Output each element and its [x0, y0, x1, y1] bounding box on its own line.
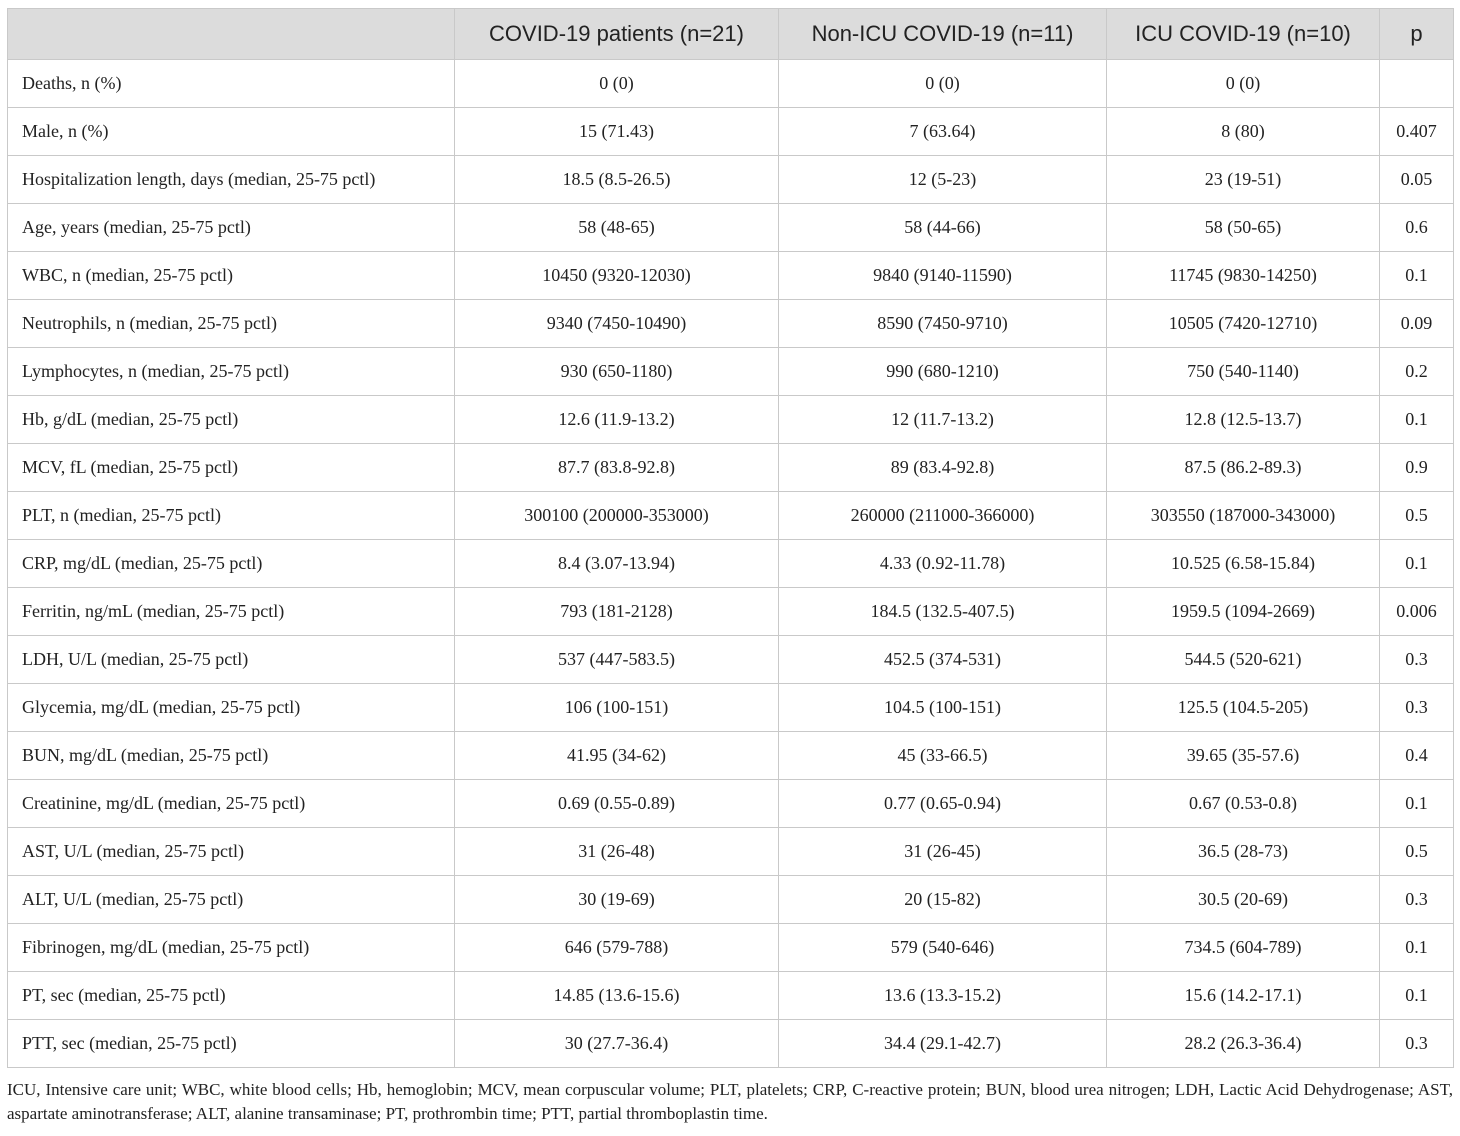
table-row	[8, 684, 1454, 732]
value-cell: 28.2 (26.3-36.4)	[1107, 1020, 1380, 1068]
value-cell: 34.4 (29.1-42.7)	[779, 1020, 1107, 1068]
value-cell: 0 (0)	[1107, 60, 1380, 108]
value-cell: 13.6 (13.3-15.2)	[779, 972, 1107, 1020]
row-label-cell: ALT, U/L (median, 25-75 pctl)	[8, 876, 455, 924]
value-cell: 10505 (7420-12710)	[1107, 300, 1380, 348]
data-table	[7, 8, 1454, 1068]
table-container	[7, 8, 1453, 1068]
p-value-cell: 0.3	[1380, 876, 1454, 924]
table-body	[8, 60, 1454, 1068]
value-cell: 4.33 (0.92-11.78)	[779, 540, 1107, 588]
value-cell: 9840 (9140-11590)	[779, 252, 1107, 300]
table-row	[8, 156, 1454, 204]
value-cell: 184.5 (132.5-407.5)	[779, 588, 1107, 636]
row-label-cell: LDH, U/L (median, 25-75 pctl)	[8, 636, 455, 684]
header-cell-non-icu: Non-ICU COVID-19 (n=11)	[779, 9, 1107, 60]
p-value-cell: 0.2	[1380, 348, 1454, 396]
row-label-cell: PLT, n (median, 25-75 pctl)	[8, 492, 455, 540]
value-cell: 0.67 (0.53-0.8)	[1107, 780, 1380, 828]
value-cell: 8 (80)	[1107, 108, 1380, 156]
p-value-cell: 0.006	[1380, 588, 1454, 636]
p-value-cell: 0.5	[1380, 828, 1454, 876]
value-cell: 12.8 (12.5-13.7)	[1107, 396, 1380, 444]
value-cell: 104.5 (100-151)	[779, 684, 1107, 732]
value-cell: 537 (447-583.5)	[455, 636, 779, 684]
value-cell: 45 (33-66.5)	[779, 732, 1107, 780]
p-value-cell: 0.1	[1380, 924, 1454, 972]
value-cell: 260000 (211000-366000)	[779, 492, 1107, 540]
row-label-cell: Creatinine, mg/dL (median, 25-75 pctl)	[8, 780, 455, 828]
value-cell: 10450 (9320-12030)	[455, 252, 779, 300]
table-row	[8, 492, 1454, 540]
row-label-cell: Ferritin, ng/mL (median, 25-75 pctl)	[8, 588, 455, 636]
value-cell: 0.69 (0.55-0.89)	[455, 780, 779, 828]
table-row	[8, 588, 1454, 636]
value-cell: 303550 (187000-343000)	[1107, 492, 1380, 540]
table-row	[8, 60, 1454, 108]
value-cell: 12 (11.7-13.2)	[779, 396, 1107, 444]
row-label-cell: Hospitalization length, days (median, 25-75 pctl)	[8, 156, 455, 204]
table-row	[8, 780, 1454, 828]
row-label-cell: Hb, g/dL (median, 25-75 pctl)	[8, 396, 455, 444]
table-row	[8, 732, 1454, 780]
p-value-cell: 0.3	[1380, 684, 1454, 732]
value-cell: 0 (0)	[455, 60, 779, 108]
header-cell-p: p	[1380, 9, 1454, 60]
value-cell: 12.6 (11.9-13.2)	[455, 396, 779, 444]
value-cell: 23 (19-51)	[1107, 156, 1380, 204]
row-label-cell: AST, U/L (median, 25-75 pctl)	[8, 828, 455, 876]
value-cell: 15.6 (14.2-17.1)	[1107, 972, 1380, 1020]
value-cell: 41.95 (34-62)	[455, 732, 779, 780]
table-row	[8, 540, 1454, 588]
p-value-cell: 0.1	[1380, 396, 1454, 444]
value-cell: 990 (680-1210)	[779, 348, 1107, 396]
value-cell: 36.5 (28-73)	[1107, 828, 1380, 876]
table-row	[8, 108, 1454, 156]
row-label-cell: MCV, fL (median, 25-75 pctl)	[8, 444, 455, 492]
table-row	[8, 396, 1454, 444]
value-cell: 8590 (7450-9710)	[779, 300, 1107, 348]
table-row	[8, 300, 1454, 348]
row-label-cell: WBC, n (median, 25-75 pctl)	[8, 252, 455, 300]
value-cell: 734.5 (604-789)	[1107, 924, 1380, 972]
header-cell-icu: ICU COVID-19 (n=10)	[1107, 9, 1380, 60]
p-value-cell: 0.9	[1380, 444, 1454, 492]
value-cell: 87.5 (86.2-89.3)	[1107, 444, 1380, 492]
p-value-cell: 0.1	[1380, 780, 1454, 828]
value-cell: 8.4 (3.07-13.94)	[455, 540, 779, 588]
header-cell-all-patients: COVID-19 patients (n=21)	[455, 9, 779, 60]
row-label-cell: Glycemia, mg/dL (median, 25-75 pctl)	[8, 684, 455, 732]
value-cell: 106 (100-151)	[455, 684, 779, 732]
value-cell: 544.5 (520-621)	[1107, 636, 1380, 684]
value-cell: 30 (19-69)	[455, 876, 779, 924]
value-cell: 452.5 (374-531)	[779, 636, 1107, 684]
value-cell: 12 (5-23)	[779, 156, 1107, 204]
p-value-cell: 0.5	[1380, 492, 1454, 540]
p-value-cell: 0.09	[1380, 300, 1454, 348]
p-value-cell: 0.3	[1380, 636, 1454, 684]
value-cell: 125.5 (104.5-205)	[1107, 684, 1380, 732]
value-cell: 793 (181-2128)	[455, 588, 779, 636]
table-row	[8, 828, 1454, 876]
row-label-cell: Fibrinogen, mg/dL (median, 25-75 pctl)	[8, 924, 455, 972]
value-cell: 750 (540-1140)	[1107, 348, 1380, 396]
header-cell-label	[8, 9, 455, 60]
table-footnote: ICU, Intensive care unit; WBC, white blood cells; Hb, hemoglobin; MCV, mean corpuscular volume; PLT, platelets; CRP, C-reactive protein; BUN, blood urea nitrogen; LDH, Lactic Acid Dehydrogenase; AST, aspartate aminotransferase; ALT, alanine transaminase; PT, prothrombin time; PTT, partial thromboplastin time.	[7, 1080, 1453, 1123]
table-row	[8, 972, 1454, 1020]
table-row	[8, 444, 1454, 492]
value-cell: 10.525 (6.58-15.84)	[1107, 540, 1380, 588]
value-cell: 300100 (200000-353000)	[455, 492, 779, 540]
table-row	[8, 1020, 1454, 1068]
value-cell: 930 (650-1180)	[455, 348, 779, 396]
row-label-cell: PT, sec (median, 25-75 pctl)	[8, 972, 455, 1020]
value-cell: 579 (540-646)	[779, 924, 1107, 972]
value-cell: 39.65 (35-57.6)	[1107, 732, 1380, 780]
row-label-cell: Neutrophils, n (median, 25-75 pctl)	[8, 300, 455, 348]
value-cell: 87.7 (83.8-92.8)	[455, 444, 779, 492]
p-value-cell: 0.1	[1380, 540, 1454, 588]
row-label-cell: PTT, sec (median, 25-75 pctl)	[8, 1020, 455, 1068]
value-cell: 58 (48-65)	[455, 204, 779, 252]
value-cell: 31 (26-48)	[455, 828, 779, 876]
value-cell: 58 (44-66)	[779, 204, 1107, 252]
p-value-cell: 0.1	[1380, 972, 1454, 1020]
value-cell: 14.85 (13.6-15.6)	[455, 972, 779, 1020]
p-value-cell: 0.05	[1380, 156, 1454, 204]
row-label-cell: BUN, mg/dL (median, 25-75 pctl)	[8, 732, 455, 780]
row-label-cell: Lymphocytes, n (median, 25-75 pctl)	[8, 348, 455, 396]
p-value-cell: 0.4	[1380, 732, 1454, 780]
table-row	[8, 252, 1454, 300]
value-cell: 18.5 (8.5-26.5)	[455, 156, 779, 204]
p-value-cell	[1380, 60, 1454, 108]
table-row	[8, 876, 1454, 924]
p-value-cell: 0.6	[1380, 204, 1454, 252]
value-cell: 15 (71.43)	[455, 108, 779, 156]
value-cell: 89 (83.4-92.8)	[779, 444, 1107, 492]
value-cell: 9340 (7450-10490)	[455, 300, 779, 348]
value-cell: 11745 (9830-14250)	[1107, 252, 1380, 300]
table-row	[8, 636, 1454, 684]
header-row	[8, 9, 1454, 60]
value-cell: 30 (27.7-36.4)	[455, 1020, 779, 1068]
table-row	[8, 348, 1454, 396]
value-cell: 30.5 (20-69)	[1107, 876, 1380, 924]
value-cell: 0.77 (0.65-0.94)	[779, 780, 1107, 828]
table-row	[8, 204, 1454, 252]
p-value-cell: 0.3	[1380, 1020, 1454, 1068]
table-header	[8, 9, 1454, 60]
row-label-cell: Age, years (median, 25-75 pctl)	[8, 204, 455, 252]
p-value-cell: 0.407	[1380, 108, 1454, 156]
value-cell: 7 (63.64)	[779, 108, 1107, 156]
value-cell: 646 (579-788)	[455, 924, 779, 972]
table-row	[8, 924, 1454, 972]
value-cell: 1959.5 (1094-2669)	[1107, 588, 1380, 636]
row-label-cell: Deaths, n (%)	[8, 60, 455, 108]
row-label-cell: Male, n (%)	[8, 108, 455, 156]
value-cell: 58 (50-65)	[1107, 204, 1380, 252]
value-cell: 31 (26-45)	[779, 828, 1107, 876]
p-value-cell: 0.1	[1380, 252, 1454, 300]
value-cell: 0 (0)	[779, 60, 1107, 108]
value-cell: 20 (15-82)	[779, 876, 1107, 924]
row-label-cell: CRP, mg/dL (median, 25-75 pctl)	[8, 540, 455, 588]
